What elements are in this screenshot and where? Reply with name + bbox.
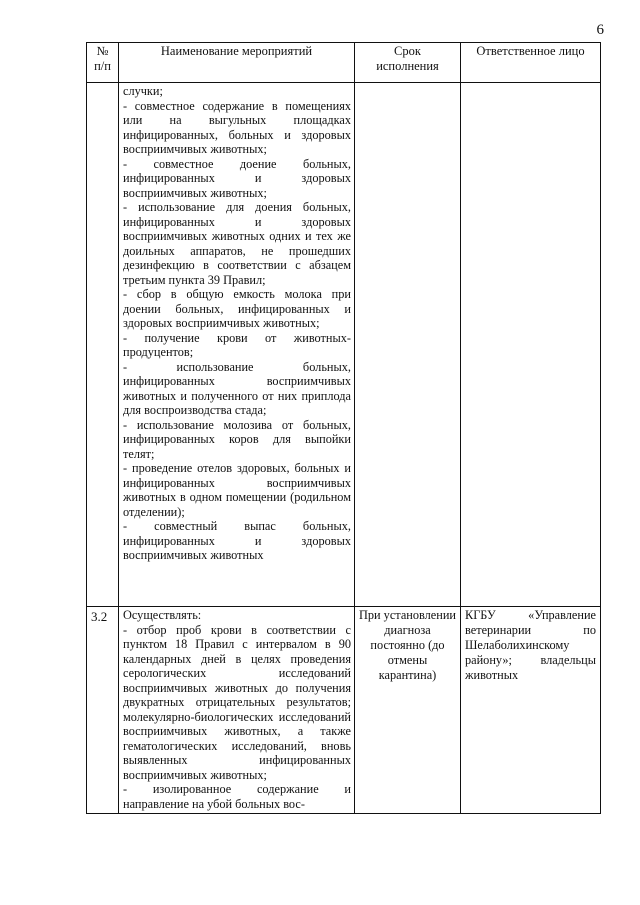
- measure-item: Осуществлять:: [123, 608, 202, 622]
- header-name: Наименование мероприятий: [119, 43, 355, 83]
- table-header-row: [87, 43, 601, 83]
- row-term: При установлении диагноза постоянно (до отмены карантина): [355, 607, 461, 814]
- measure-item: - получение крови от животных-продуцентов;: [123, 330, 351, 359]
- measure-item: - использование молозива от больных, инфицированных коров для выпойки телят;: [123, 417, 351, 461]
- row-responsible: КГБУ «Управление ветеринарии по Шелаболихинскому району»; владельцы животных: [461, 607, 601, 814]
- measure-item: - сбор в общую емкость молока при доении больных, инфицированных и здоровых восприимчивых животных;: [123, 287, 351, 330]
- measure-item: - проведение отелов здоровых, больных и инфицированных восприимчивых животных в одном помещении (родильном отделении);: [123, 461, 351, 519]
- header-term: Срок исполнения: [355, 43, 461, 83]
- row-term: [355, 83, 461, 607]
- row-responsible: [461, 83, 601, 607]
- row-name: [119, 607, 355, 814]
- measure-item: - изолированное содержание и направление на убой больных вос-: [123, 782, 351, 811]
- measure-item: - совместный выпас больных, инфицированных и здоровых восприимчивых животных: [123, 519, 351, 562]
- measure-item: - совместное содержание в помещениях или на выгульных площадках инфицированных, больных и здоровых восприимчивых животных;: [123, 98, 351, 156]
- measure-item: - использование для доения больных, инфицированных и здоровых восприимчивых животных одних и тех же доильных аппаратов, не прошедших дезинфекцию в соответствии с абзацем третьим пункта 39 Правил;: [123, 200, 351, 287]
- page-number: 6: [596, 22, 604, 38]
- header-responsible: Ответственное лицо: [461, 43, 601, 83]
- header-num: № п/п: [87, 43, 119, 83]
- row-num: [87, 83, 119, 607]
- measure-item: - совместное доение больных, инфицированных и здоровых восприимчивых животных;: [123, 156, 351, 200]
- measure-item: случки;: [123, 84, 163, 98]
- table-row: [87, 607, 601, 814]
- row-num: 3.2: [87, 607, 119, 814]
- measure-item: - отбор проб крови в соответствии с пунктом 18 Правил с интервалом в 90 календарных дней в целях проведения серологических исследований восприимчивых животных до получения двукратных отрицательных результатов; молекулярно-биологических исследований восприимчивых животных, а также гематологических исследований, вновь выявленных инфицированных восприимчивых животных;: [123, 622, 351, 782]
- row-name: [119, 83, 355, 607]
- table-row: [87, 83, 601, 607]
- measure-item: - использование больных, инфицированных восприимчивых животных и полученного от них приплода для воспроизводства стада;: [123, 359, 351, 417]
- measures-table: [86, 42, 601, 814]
